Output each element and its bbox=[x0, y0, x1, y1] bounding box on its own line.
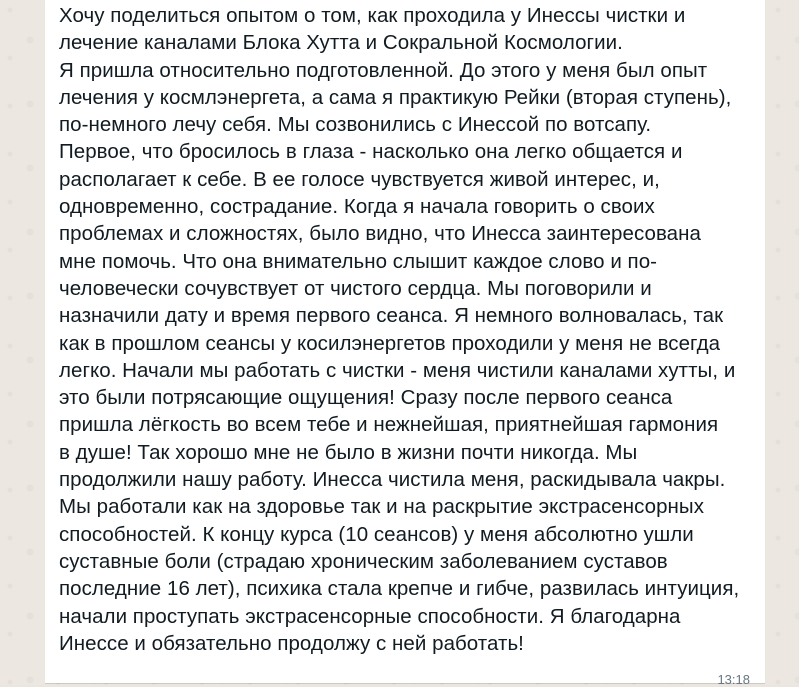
message-timestamp: 13:18 bbox=[717, 672, 750, 687]
message-text: Хочу поделиться опытом о том, как проходила у Инессы чистки и лечение каналами Блока Хутта и Сокральной Космологии. Я пришла относительно подготовленной. До этого у меня был опыт лечения у космлэнергета, а сама я практикую Рейки (вторая ступень), по-немного лечу себя. Мы созвонились с Инессой по вотсапу. Первое, что бросилось в глаза - насколько она легко общается и располагает к себе. В ее голосе чувствуется живой интерес, и, одновременно, сострадание. Когда я начала говорить о своих проблемах и сложностях, было видно, что Инесса заинтересована мне помочь. Что она внимательно слышит каждое слово и по- человечески сочувствует от чистого сердца. Мы поговорили и назначили дату и время первого сеанса. Я немного волновалась, так как в прошлом сеансы у косилэнергетов проходили у меня не всегда легко. Начали мы работать с чистки - меня чистили каналами хутты, и это были потрясающие ощущения! Сразу после первого сеанса пришла лёгкость во всем тебе и нежнейшая, приятнейшая гармония в душе! Так хорошо мне не было в жизни почти никогда. Мы продолжили нашу работу. Инесса чистила меня, раскидывала чакры. Мы работали как на здоровье так и на раскрытие экстрасенсорных способностей. К концу курса (10 сеансов) у меня абсолютно ушли суставные боли (страдаю хроническим заболеванием суставов последние 16 лет), психика стала крепче и гибче, развилась интуиция, начали проступать экстрасенсорные способности. Я благодарна Инессе и обязательно продолжу с ней работать! bbox=[59, 4, 740, 655]
message-bubble[interactable] bbox=[45, 0, 765, 687]
